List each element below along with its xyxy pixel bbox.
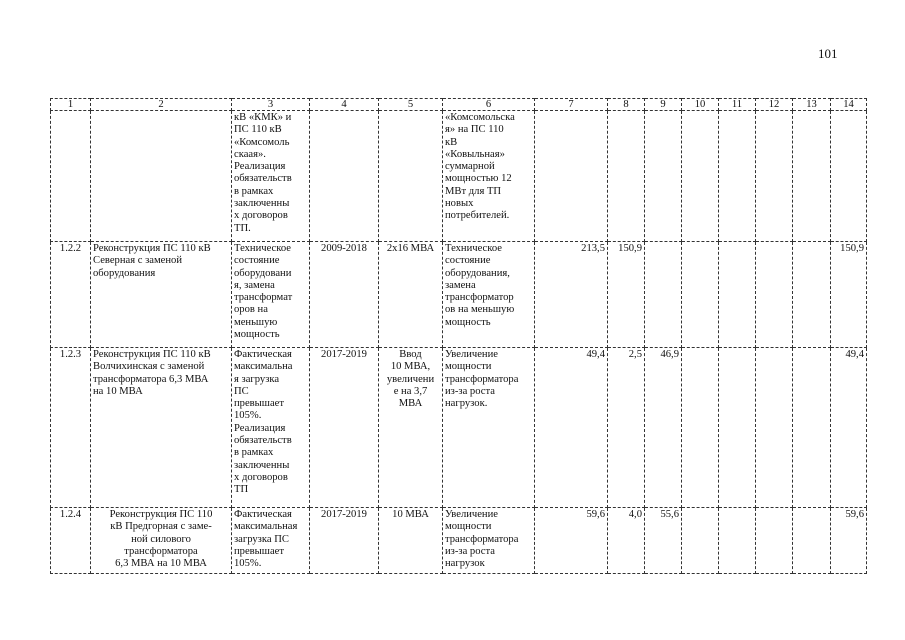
row-number: 1.2.4 <box>51 508 91 574</box>
header-cell: 14 <box>831 99 867 111</box>
value-col13 <box>793 242 831 348</box>
header-cell: 10 <box>682 99 719 111</box>
capacity: Ввод 10 МВА, увеличени е на 3,7 МВА <box>379 348 443 508</box>
header-cell: 8 <box>608 99 645 111</box>
capacity: 2х16 МВА <box>379 242 443 348</box>
value-col7: 59,6 <box>535 508 608 574</box>
value-col14: 49,4 <box>831 348 867 508</box>
value-col11 <box>719 508 756 574</box>
header-cell: 3 <box>232 99 310 111</box>
value-col8: 4,0 <box>608 508 645 574</box>
value-col14 <box>831 111 867 242</box>
table-row <box>51 111 867 242</box>
project-name: Реконструкция ПС 110 кВ Предгорная с заме- ной силового трансформатора 6,3 МВА на 10 МВА <box>91 508 232 574</box>
table-row <box>51 242 867 348</box>
header-cell: 7 <box>535 99 608 111</box>
table-header-row <box>51 99 867 111</box>
value-col13 <box>793 348 831 508</box>
justification: Фактическая максимальна я загрузка ПС превышает 105%. Реализация обязательств в рамках заключенны х договоров ТП <box>232 348 310 508</box>
capacity: 10 МВА <box>379 508 443 574</box>
goal: Техническое состояние оборудования, замена трансформатор ов на меньшую мощность <box>443 242 535 348</box>
page-number: 101 <box>818 46 838 61</box>
period: 2009-2018 <box>310 242 379 348</box>
goal: Увеличение мощности трансформатора из-за роста нагрузок. <box>443 348 535 508</box>
header-cell: 9 <box>645 99 682 111</box>
header-cell: 5 <box>379 99 443 111</box>
value-col7: 49,4 <box>535 348 608 508</box>
value-col14: 59,6 <box>831 508 867 574</box>
value-col9 <box>645 111 682 242</box>
value-col12 <box>756 508 793 574</box>
header-cell: 13 <box>793 99 831 111</box>
value-col10 <box>682 242 719 348</box>
goal: Увеличение мощности трансформатора из-за роста нагрузок <box>443 508 535 574</box>
justification: кВ «КМК» и ПС 110 кВ «Комсомоль скаая». Реализация обязательств в рамках заключенны х договоров ТП. <box>232 111 310 242</box>
value-col8: 150,9 <box>608 242 645 348</box>
project-name: Реконструкция ПС 110 кВ Волчихинская с заменой трансформатора 6,3 МВА на 10 МВА <box>91 348 232 508</box>
investment-table <box>50 98 867 574</box>
row-number: 1.2.3 <box>51 348 91 508</box>
header-cell: 4 <box>310 99 379 111</box>
header-cell: 1 <box>51 99 91 111</box>
value-col9: 55,6 <box>645 508 682 574</box>
period: 2017-2019 <box>310 508 379 574</box>
value-col13 <box>793 508 831 574</box>
value-col12 <box>756 242 793 348</box>
justification: Техническое состояние оборудовани я, замена трансформат оров на меньшую мощность <box>232 242 310 348</box>
period <box>310 111 379 242</box>
value-col8 <box>608 111 645 242</box>
value-col11 <box>719 348 756 508</box>
value-col7: 213,5 <box>535 242 608 348</box>
project-name: Реконструкция ПС 110 кВ Северная с заменой оборудования <box>91 242 232 348</box>
goal: «Комсомольска я» на ПС 110 кВ «Ковыльная» суммарной мощностью 12 МВт для ТП новых потребителей. <box>443 111 535 242</box>
value-col12 <box>756 111 793 242</box>
value-col11 <box>719 111 756 242</box>
value-col10 <box>682 508 719 574</box>
value-col9: 46,9 <box>645 348 682 508</box>
row-number: 1.2.2 <box>51 242 91 348</box>
value-col13 <box>793 111 831 242</box>
value-col11 <box>719 242 756 348</box>
value-col9 <box>645 242 682 348</box>
header-cell: 2 <box>91 99 232 111</box>
value-col14: 150,9 <box>831 242 867 348</box>
row-number <box>51 111 91 242</box>
value-col10 <box>682 111 719 242</box>
header-cell: 12 <box>756 99 793 111</box>
project-name <box>91 111 232 242</box>
value-col12 <box>756 348 793 508</box>
table-row <box>51 508 867 574</box>
table-row <box>51 348 867 508</box>
value-col7 <box>535 111 608 242</box>
header-cell: 6 <box>443 99 535 111</box>
header-cell: 11 <box>719 99 756 111</box>
period: 2017-2019 <box>310 348 379 508</box>
value-col10 <box>682 348 719 508</box>
justification: Фактическая максимальная загрузка ПС превышает 105%. <box>232 508 310 574</box>
capacity <box>379 111 443 242</box>
value-col8: 2,5 <box>608 348 645 508</box>
